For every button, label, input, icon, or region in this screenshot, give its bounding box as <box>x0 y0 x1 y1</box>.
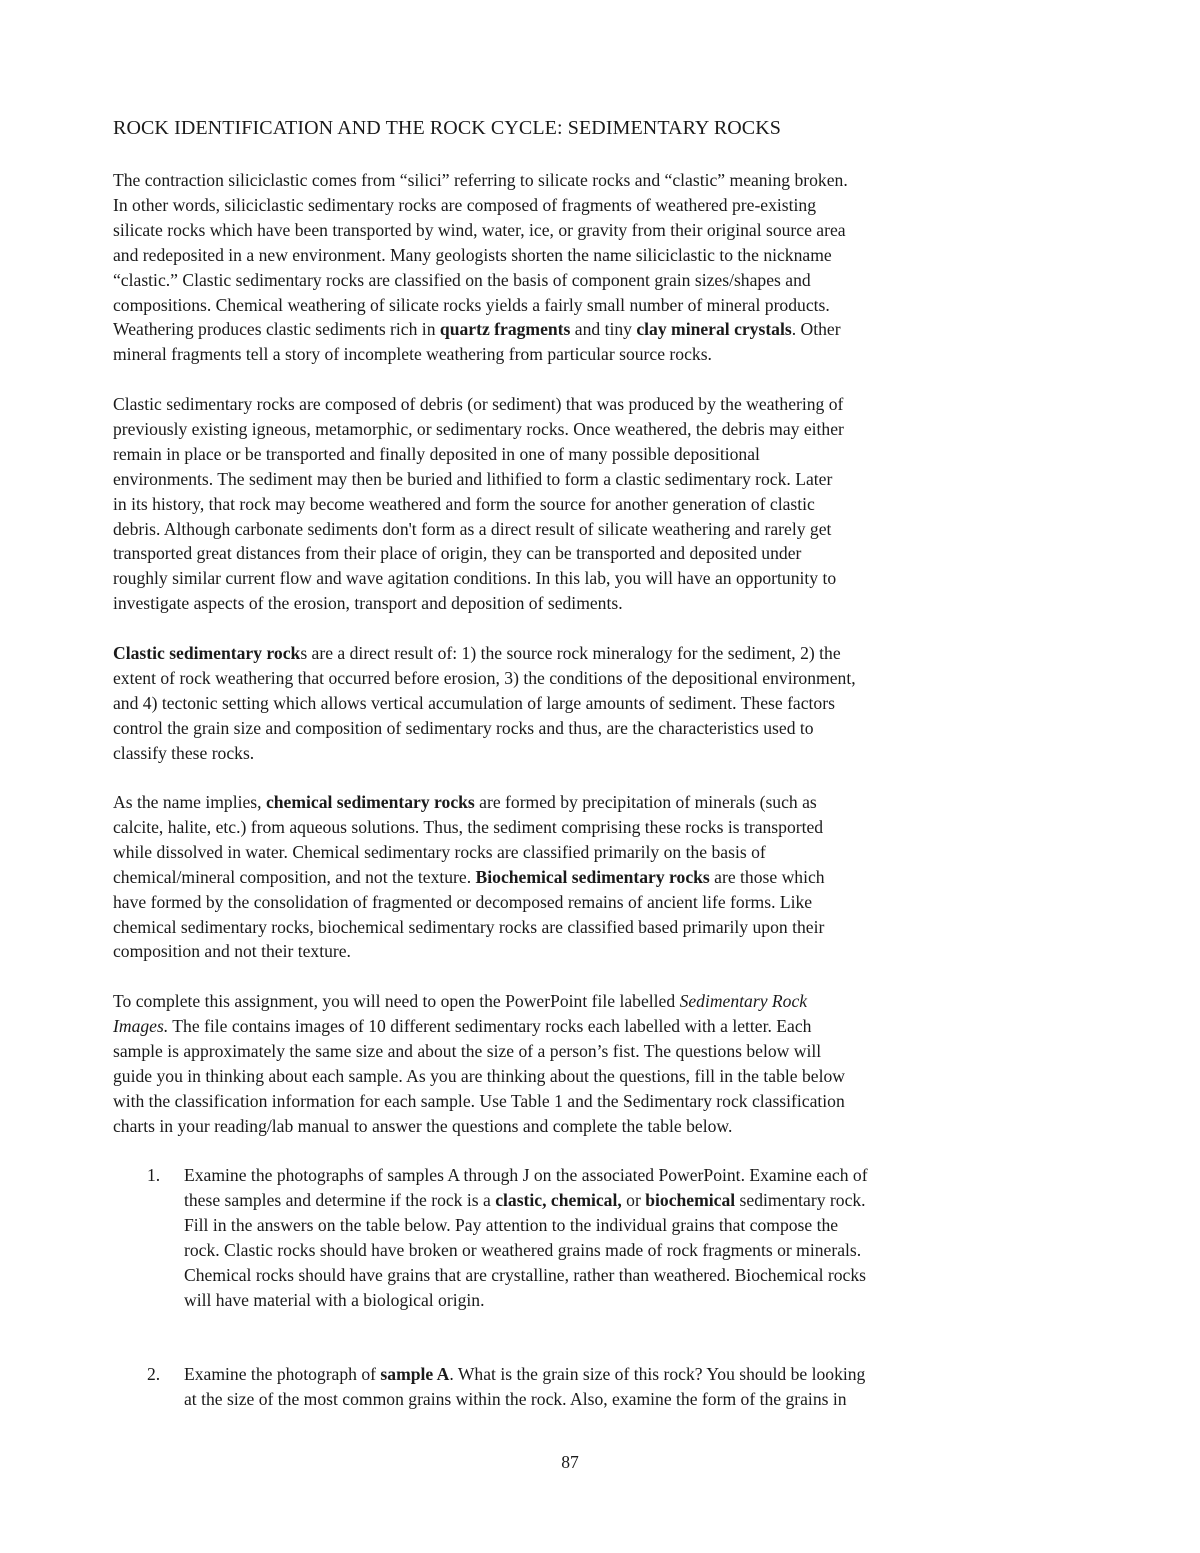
question-text <box>184 1362 1044 1412</box>
question-number: 1. <box>147 1165 161 1185</box>
text-line: remain in place or be transported and finally deposited in one of many possible depositional <box>113 443 760 464</box>
bold-term-clay-mineral-crystals: clay mineral crystals <box>636 319 792 340</box>
text-line <box>113 790 1038 815</box>
text-line: Examine the photographs of samples A through J on the associated PowerPoint. Examine each of <box>184 1165 868 1185</box>
text-line: environments. The sediment may then be buried and lithified to form a clastic sedimentary rock. Later <box>113 468 833 489</box>
text-line <box>113 989 1038 1014</box>
text-line: have formed by the consolidation of fragmented or decomposed remains of ancient life forms. Like <box>113 891 813 912</box>
text-line: will have material with a biological origin. <box>184 1289 485 1310</box>
text-line: classify these rocks. <box>113 742 255 763</box>
text-run: The file contains images of 10 different sedimentary rocks each labelled with a letter. Each <box>168 1015 812 1036</box>
text-line: while dissolved in water. Chemical sedimentary rocks are classified primarily on the basis of <box>113 841 766 862</box>
text-run: To complete this assignment, you will need to open the PowerPoint file labelled <box>113 991 680 1011</box>
text-line: rock. Clastic rocks should have broken or weathered grains made of rock fragments or minerals. <box>184 1239 862 1260</box>
text-line: previously existing igneous, metamorphic, or sedimentary rocks. Once weathered, the debris may either <box>113 418 844 439</box>
text-line: mineral fragments tell a story of incomplete weathering from particular source rocks. <box>113 344 712 365</box>
text-line: extent of rock weathering that occurred before erosion, 3) the conditions of the depositional environment, <box>113 667 856 688</box>
text-line: charts in your reading/lab manual to answer the questions and complete the table below. <box>113 1115 733 1136</box>
text-line <box>184 1188 1044 1213</box>
text-line: chemical sedimentary rocks, biochemical sedimentary rocks are classified based primarily upon their <box>113 916 825 937</box>
text-line: Fill in the answers on the table below. Pay attention to the individual grains that compose the <box>184 1214 839 1235</box>
text-line <box>113 1014 1038 1039</box>
bold-term-biochemical-sedimentary-rocks: Biochemical sedimentary rocks <box>475 866 710 887</box>
text-line <box>184 1362 1044 1387</box>
text-line: in its history, that rock may become weathered and form the source for another generation of clastic <box>113 493 815 514</box>
paragraph-siliciclastic <box>113 168 1038 367</box>
paragraph-chemical-biochemical <box>113 790 1038 964</box>
text-run: Examine the photograph of <box>184 1364 381 1384</box>
paragraph-clastic-debris <box>113 392 1038 616</box>
text-line: with the classification information for each sample. Use Table 1 and the Sedimentary rock classification <box>113 1090 845 1111</box>
text-line: debris. Although carbonate sediments don't form as a direct result of silicate weathering and rarely get <box>113 518 832 539</box>
text-line: “clastic.” Clastic sedimentary rocks are classified on the basis of component grain sizes/shapes and <box>113 269 811 290</box>
text-line: and 4) tectonic setting which allows vertical accumulation of large amounts of sediment. These factors <box>113 692 835 713</box>
text-line: at the size of the most common grains within the rock. Also, examine the form of the grains in <box>184 1388 847 1409</box>
text-line: sample is approximately the same size and about the size of a person’s fist. The questions below will <box>113 1040 822 1061</box>
bold-term-chemical-sedimentary-rocks: chemical sedimentary rocks <box>265 792 475 812</box>
text-line: In other words, siliciclastic sedimentary rocks are composed of fragments of weathered pre-existing <box>113 194 817 215</box>
text-line: control the grain size and composition of sedimentary rocks and thus, are the characteristics used to <box>113 717 814 738</box>
text-line: calcite, halite, etc.) from aqueous solutions. Thus, the sediment comprising these rocks is transported <box>113 816 824 837</box>
text-run: are formed by precipitation of minerals (such as <box>474 792 817 812</box>
text-line: transported great distances from their place of origin, they can be transported and deposited under <box>113 543 802 564</box>
bold-term-sample-a: sample A <box>380 1364 450 1384</box>
text-line: investigate aspects of the erosion, transport and deposition of sediments. <box>113 593 623 614</box>
text-run: or <box>621 1189 646 1210</box>
text-line <box>113 317 1038 342</box>
text-run: these samples and determine if the rock is a <box>184 1189 496 1210</box>
text-line: silicate rocks which have been transported by wind, water, ice, or gravity from their original source area <box>113 219 846 240</box>
text-run: . What is the grain size of this rock? You should be looking <box>449 1364 866 1384</box>
page-number: 87 <box>561 1452 579 1472</box>
text-line <box>113 641 1038 666</box>
text-line: compositions. Chemical weathering of silicate rocks yields a fairly small number of mineral products. <box>113 294 830 315</box>
text-run: sedimentary rock. <box>735 1189 866 1210</box>
bold-term-biochemical: biochemical <box>645 1189 736 1210</box>
bold-term-quartz-fragments: quartz fragments <box>439 319 571 340</box>
paragraph-assignment-instructions <box>113 989 1038 1138</box>
text-run: chemical/mineral composition, and not the texture. <box>113 866 476 887</box>
page-title: ROCK IDENTIFICATION AND THE ROCK CYCLE: SEDIMENTARY ROCKS <box>113 117 782 139</box>
text-line: The contraction siliciclastic comes from “silici” referring to silicate rocks and “clastic” meaning broken. <box>113 170 848 190</box>
text-run: As the name implies, <box>113 792 266 812</box>
text-line <box>113 865 1038 890</box>
text-line: guide you in thinking about each sample. As you are thinking about the questions, fill in the table below <box>113 1065 845 1086</box>
italic-file-name: Sedimentary Rock <box>679 991 808 1011</box>
question-text <box>184 1163 1044 1312</box>
text-run: are those which <box>709 866 825 887</box>
text-run: s are a direct result of: 1) the source rock mineralogy for the sediment, 2) the <box>300 643 841 663</box>
bold-term-clastic-chemical: clastic, chemical, <box>495 1189 622 1210</box>
question-number: 2. <box>147 1364 161 1384</box>
text-line: Clastic sedimentary rocks are composed of debris (or sediment) that was produced by the weathering of <box>113 394 844 414</box>
bold-term-clastic-sedimentary-rocks: Clastic sedimentary rock <box>113 643 301 663</box>
text-run: and tiny <box>570 319 637 340</box>
text-line: roughly similar current flow and wave agitation conditions. In this lab, you will have an opportunity to <box>113 568 837 589</box>
text-line: Chemical rocks should have grains that are crystalline, rather than weathered. Biochemical rocks <box>184 1264 866 1285</box>
italic-file-name: Images. <box>113 1015 169 1036</box>
paragraph-clastic-factors <box>113 641 1038 766</box>
text-run: Weathering produces clastic sediments rich in <box>113 319 440 340</box>
text-line: composition and not their texture. <box>113 941 351 962</box>
text-line: and redeposited in a new environment. Many geologists shorten the name siliciclastic to the nickname <box>113 244 832 265</box>
text-run: . Other <box>791 319 841 340</box>
